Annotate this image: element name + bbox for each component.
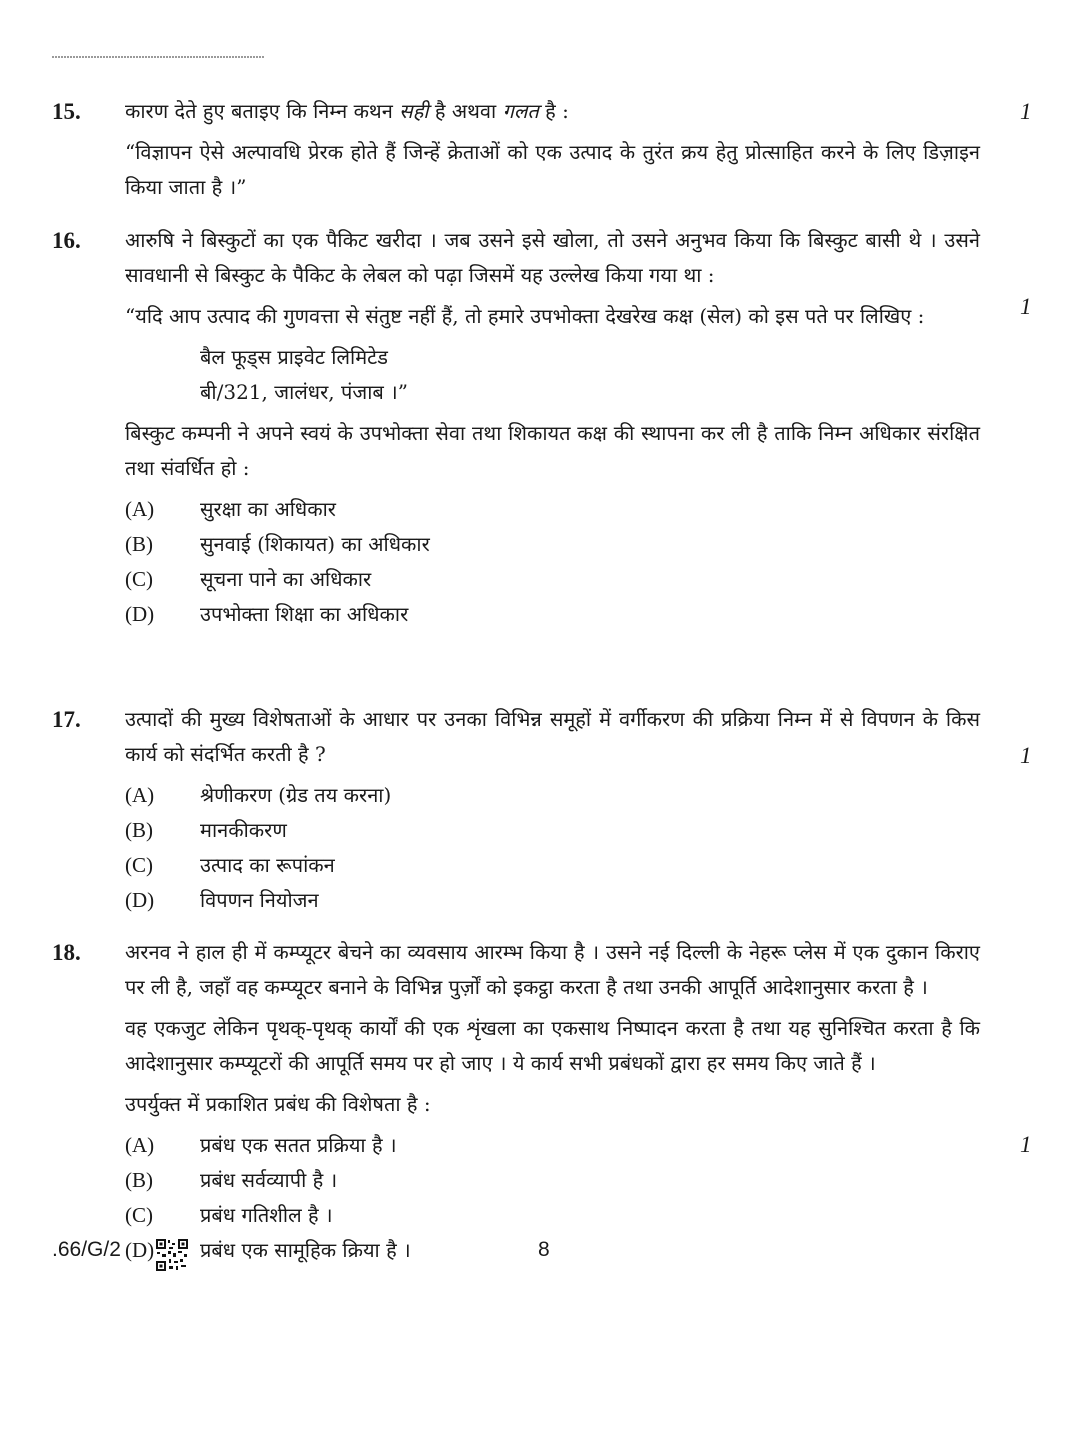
option-text: सुनवाई (शिकायत) का अधिकार	[200, 532, 430, 556]
word-false: गलत	[502, 99, 539, 123]
option-text: सुरक्षा का अधिकार	[200, 497, 336, 521]
question-body	[125, 94, 980, 211]
paper-code: .66/G/2	[52, 1238, 121, 1261]
option-text: सूचना पाने का अधिकार	[200, 567, 372, 591]
option-c	[125, 848, 980, 883]
page-number: 8	[538, 1238, 550, 1261]
qr-code-icon	[155, 1238, 189, 1272]
question-paragraph: आरुषि ने बिस्कुटों का एक पैकिट खरीदा । जब उसने इसे खोला, तो उसने अनुभव किया कि बिस्कुट बासी थे । उसने सावधानी से बिस्कुट के पैकिट के लेबल को पढ़ा जिसमें यह उल्लेख किया गया था :	[125, 228, 980, 287]
question-body	[125, 702, 980, 918]
option-text: श्रेणीकरण (ग्रेड तय करना)	[200, 783, 392, 807]
question-quote: “यदि आप उत्पाद की गुणवत्ता से संतुष्ट नहीं हैं, तो हमारे उपभोक्ता देखरेख कक्ष (सेल) को इस पते पर लिखिए :	[125, 304, 925, 328]
option-letter: (B)	[125, 532, 153, 556]
option-text: उपभोक्ता शिक्षा का अधिकार	[200, 602, 409, 626]
option-letter: (C)	[125, 853, 153, 877]
option-b	[125, 1163, 980, 1198]
option-b	[125, 527, 980, 562]
option-letter: (D)	[125, 888, 155, 912]
address-line: बैल फूड्स प्राइवेट लिमिटेड	[200, 345, 388, 369]
header-barcode-strip	[52, 56, 264, 58]
option-text: प्रबंध गतिशील है ।	[200, 1203, 333, 1227]
option-d	[125, 883, 980, 918]
question-body	[125, 223, 980, 632]
question-number: 16.	[52, 228, 81, 253]
option-text: प्रबंध एक सामूहिक क्रिया है ।	[200, 1238, 411, 1262]
option-letter: (A)	[125, 1133, 155, 1157]
option-text: उत्पाद का रूपांकन	[200, 853, 335, 877]
option-d	[125, 1233, 980, 1268]
option-a	[125, 492, 980, 527]
marks: 1	[1020, 1132, 1032, 1157]
question-paragraph: उत्पादों की मुख्य विशेषताओं के आधार पर उनका विभिन्न समूहों में वर्गीकरण की प्रक्रिया निम्न में से विपणन के किस कार्य को संदर्भित करती है ?	[125, 707, 980, 766]
marks: 1	[1020, 99, 1032, 124]
question-number: 15.	[52, 99, 81, 124]
option-a	[125, 778, 980, 813]
word-true: सही	[399, 99, 429, 123]
question-body	[125, 935, 980, 1268]
option-letter: (C)	[125, 1203, 153, 1227]
option-letter: (A)	[125, 497, 155, 521]
option-letter: (D)	[125, 602, 155, 626]
option-text: मानकीकरण	[200, 818, 287, 842]
address-line: बी/321, जालंधर, पंजाब ।”	[200, 380, 408, 404]
option-text: प्रबंध सर्वव्यापी है ।	[200, 1168, 338, 1192]
option-text: विपणन नियोजन	[200, 888, 319, 912]
question-intro	[125, 94, 980, 129]
option-b	[125, 813, 980, 848]
option-letter: (D)	[125, 1238, 155, 1262]
intro-text: कारण देते हुए बताइए कि निम्न कथन	[125, 99, 400, 123]
marks: 1	[1020, 743, 1032, 768]
question-statement: “विज्ञापन ऐसे अल्पावधि प्रेरक होते हैं जिन्हें क्रेताओं को एक उत्पाद के तुरंत क्रय हेतु प्रोत्साहित करने के लिए डिज़ाइन किया जाता है ।”	[125, 140, 980, 199]
option-letter: (A)	[125, 783, 155, 807]
question-paragraph: अरनव ने हाल ही में कम्प्यूटर बेचने का व्यवसाय आरम्भ किया है । उसने नई दिल्ली के नेहरू प्लेस में एक दुकान किराए पर ली है, जहाँ वह कम्प्यूटर बनाने के विभिन्न पुर्ज़ों को इकट्ठा करता है तथा उनकी आपूर्ति आदेशानुसार करता है ।	[125, 940, 980, 999]
question-number: 18.	[52, 940, 81, 965]
option-c	[125, 1198, 980, 1233]
option-letter: (C)	[125, 567, 153, 591]
intro-text: है अथवा	[428, 99, 503, 123]
option-letter: (B)	[125, 818, 153, 842]
option-letter: (B)	[125, 1168, 153, 1192]
option-a	[125, 1128, 980, 1163]
question-paragraph: वह एकजुट लेकिन पृथक्-पृथक् कार्यों की एक शृंखला का एकसाथ निष्पादन करता है तथा यह सुनिश्चित करता है कि आदेशानुसार कम्प्यूटरों की आपूर्ति समय पर हो जाए । ये कार्य सभी प्रबंधकों द्वारा हर समय किए जाते हैं ।	[125, 1016, 980, 1075]
question-number: 17.	[52, 707, 81, 732]
option-text: प्रबंध एक सतत प्रक्रिया है ।	[200, 1133, 397, 1157]
question-prompt: उपर्युक्त में प्रकाशित प्रबंध की विशेषता है :	[125, 1092, 431, 1116]
option-d	[125, 597, 980, 632]
marks: 1	[1020, 294, 1032, 319]
question-paragraph: बिस्कुट कम्पनी ने अपने स्वयं के उपभोक्ता सेवा तथा शिकायत कक्ष की स्थापना कर ली है ताकि निम्न अधिकार संरक्षित तथा संवर्धित हो :	[125, 421, 980, 480]
option-c	[125, 562, 980, 597]
intro-text: है :	[538, 99, 569, 123]
